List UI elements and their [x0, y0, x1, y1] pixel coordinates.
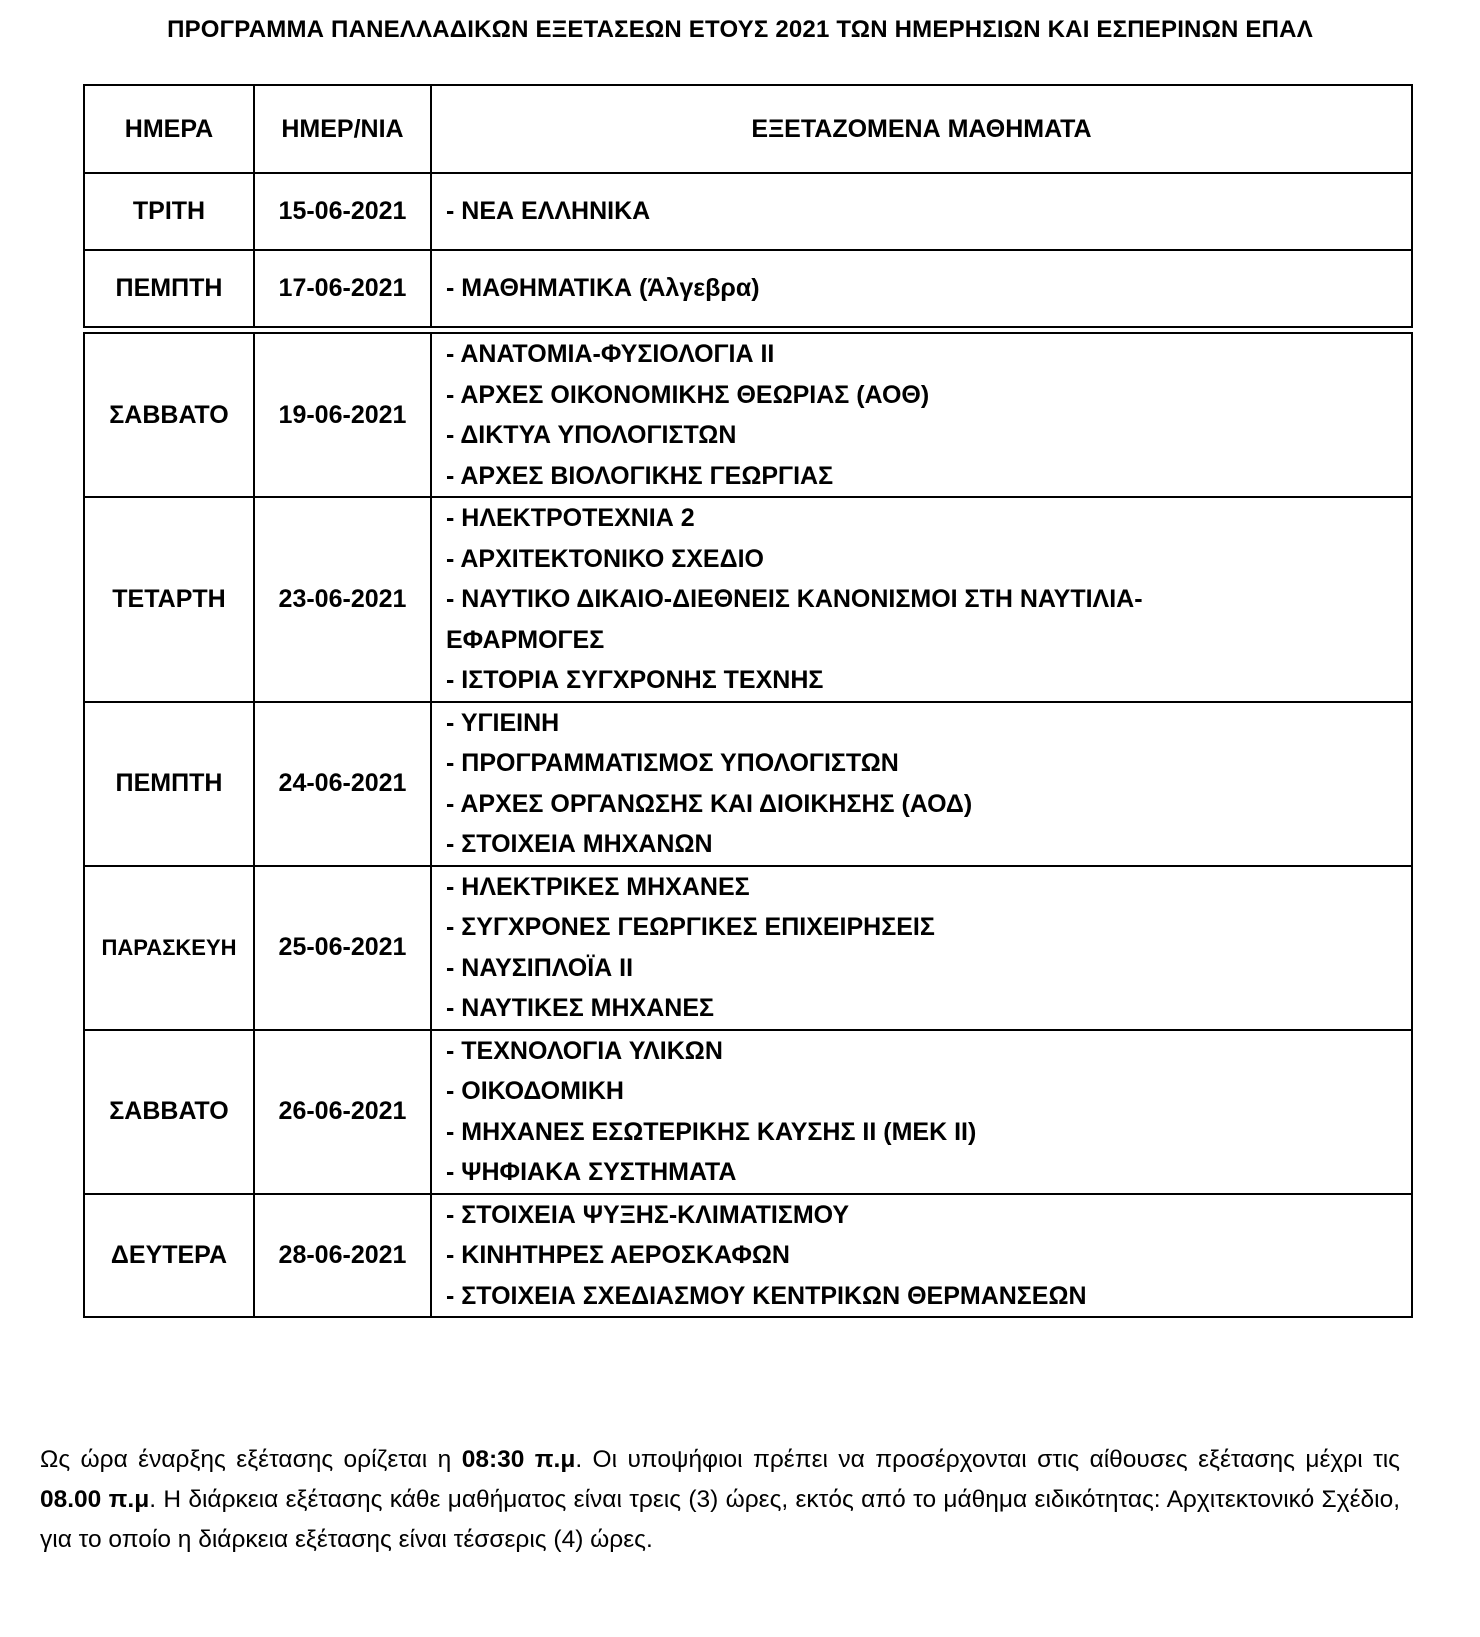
subject-item: - ΟΙΚΟΔΟΜΙΚΗ [446, 1077, 624, 1105]
exam-subjects [431, 250, 1412, 327]
subject-item: - ΑΡΧΕΣ ΟΙΚΟΝΟΜΙΚΗΣ ΘΕΩΡΙΑΣ (ΑΟΘ) [446, 380, 930, 409]
table-row [84, 702, 1412, 866]
subject-item: - ΨΗΦΙΑΚΑ ΣΥΣΤΗΜΑΤΑ [446, 1158, 737, 1186]
subject-item: - ΗΛΕΚΤΡΟΤΕΧΝΙΑ 2 [446, 504, 695, 532]
exam-date: 19-06-2021 [254, 333, 431, 497]
exam-subjects [431, 1194, 1412, 1318]
subject-item: - ΠΡΟΓΡΑΜΜΑΤΙΣΜΟΣ ΥΠΟΛΟΓΙΣΤΩΝ [446, 749, 899, 777]
subject-item: - ΥΓΙΕΙΝΗ [446, 708, 560, 737]
exam-date: 26-06-2021 [254, 1030, 431, 1194]
table-header-row [84, 85, 1412, 173]
exam-day: ΣΑΒΒΑΤΟ [84, 1030, 254, 1194]
subject-item: - ΣΥΓΧΡΟΝΕΣ ΓΕΩΡΓΙΚΕΣ ΕΠΙΧΕΙΡΗΣΕΙΣ [446, 913, 935, 941]
header-subjects: ΕΞΕΤΑΖΟΜΕΝΑ ΜΑΘΗΜΑΤΑ [431, 85, 1412, 173]
table-row [84, 1194, 1412, 1318]
table-row [84, 866, 1412, 1030]
subject-item: - ΤΕΧΝΟΛΟΓΙΑ ΥΛΙΚΩΝ [446, 1036, 723, 1065]
exam-date: 15-06-2021 [254, 173, 431, 250]
exam-date: 28-06-2021 [254, 1194, 431, 1318]
table-body [84, 173, 1412, 1317]
subject-item: - ΑΝΑΤΟΜΙΑ-ΦΥΣΙΟΛΟΓΙΑ ΙΙ [446, 340, 775, 368]
subject-item: - ΑΡΧΕΣ ΒΙΟΛΟΓΙΚΗΣ ΓΕΩΡΓΙΑΣ [446, 461, 834, 490]
subject-item: - ΝΕΑ ΕΛΛΗΝΙΚΑ [446, 197, 651, 226]
exam-day: ΠΑΡΑΣΚΕΥΗ [84, 866, 254, 1030]
subject-item: - ΚΙΝΗΤΗΡΕΣ ΑΕΡΟΣΚΑΦΩΝ [446, 1241, 790, 1269]
subject-item: - ΣΤΟΙΧΕΙΑ ΣΧΕΔΙΑΣΜΟΥ ΚΕΝΤΡΙΚΩΝ ΘΕΡΜΑΝΣΕΩΝ [446, 1281, 1087, 1310]
table-row [84, 497, 1412, 702]
subject-item: - ΑΡΧΙΤΕΚΤΟΝΙΚΟ ΣΧΕΔΙΟ [446, 544, 764, 573]
subject-item: - ΣΤΟΙΧΕΙΑ ΨΥΞΗΣ-ΚΛΙΜΑΤΙΣΜΟΥ [446, 1200, 850, 1229]
exam-date: 23-06-2021 [254, 497, 431, 702]
exam-day: ΣΑΒΒΑΤΟ [84, 333, 254, 497]
exam-date: 25-06-2021 [254, 866, 431, 1030]
exam-day: ΤΕΤΑΡΤΗ [84, 497, 254, 702]
subject-item: - ΝΑΥΤΙΚΟ ΔΙΚΑΙΟ-ΔΙΕΘΝΕΙΣ ΚΑΝΟΝΙΣΜΟΙ ΣΤΗ ΝΑΥΤΙΛΙΑ- [446, 585, 1143, 613]
exam-day: ΠΕΜΠΤΗ [84, 702, 254, 866]
header-day: ΗΜΕΡΑ [84, 85, 254, 173]
exam-notes [40, 1440, 1400, 1560]
exam-subjects [431, 702, 1412, 866]
exam-day: ΠΕΜΠΤΗ [84, 250, 254, 327]
subject-item: - ΝΑΥΣΙΠΛΟΪΑ ΙΙ [446, 953, 634, 982]
exam-subjects [431, 497, 1412, 702]
subject-item: - ΑΡΧΕΣ ΟΡΓΑΝΩΣΗΣ ΚΑΙ ΔΙΟΙΚΗΣΗΣ (ΑΟΔ) [446, 789, 973, 818]
table-row [84, 250, 1412, 327]
exam-day: ΔΕΥΤΕΡΑ [84, 1194, 254, 1318]
subject-item: ΕΦΑΡΜΟΓΕΣ [446, 625, 605, 654]
exam-subjects [431, 866, 1412, 1030]
subject-item: - ΝΑΥΤΙΚΕΣ ΜΗΧΑΝΕΣ [446, 994, 715, 1022]
exam-subjects [431, 333, 1412, 497]
table-row [84, 173, 1412, 250]
subject-item: - ΜΗΧΑΝΕΣ ΕΣΩΤΕΡΙΚΗΣ ΚΑΥΣΗΣ ΙΙ (ΜΕΚ ΙΙ) [446, 1117, 977, 1146]
exam-day: ΤΡΙΤΗ [84, 173, 254, 250]
footnote-text-3: . Η διάρκεια εξέτασης κάθε μαθήματος είναι τρεις (3) ώρες, εκτός από το μάθημα ειδικότητας: Αρχιτεκτονικό Σχέδιο, για το οποίο η διάρκεια εξέτασης είναι τέσσερις (4) ώρες. [40, 1486, 1401, 1553]
footnote-text-1: Ως ώρα έναρξης εξέτασης ορίζεται η [40, 1446, 462, 1473]
exam-subjects [431, 1030, 1412, 1194]
exam-schedule-table [83, 84, 1413, 1318]
start-time: 08:30 π.μ [461, 1446, 576, 1473]
arrival-time: 08.00 π.μ [40, 1486, 150, 1513]
exam-date: 17-06-2021 [254, 250, 431, 327]
page-title: ΠΡΟΓΡΑΜΜΑ ΠΑΝΕΛΛΑΔΙΚΩΝ ΕΞΕΤΑΣΕΩΝ ΕΤΟΥΣ 2021 ΤΩΝ ΗΜΕΡΗΣΙΩΝ ΚΑΙ ΕΣΠΕΡΙΝΩΝ ΕΠΑΛ [167, 16, 1313, 43]
subject-item: - ΙΣΤΟΡΙΑ ΣΥΓΧΡΟΝΗΣ ΤΕΧΝΗΣ [446, 666, 824, 694]
subject-item: - ΗΛΕΚΤΡΙΚΕΣ ΜΗΧΑΝΕΣ [446, 872, 750, 901]
footnote-text-2: . Οι υποψήφιοι πρέπει να προσέρχονται στις αίθουσες εξέτασης μέχρι τις [575, 1446, 1400, 1473]
exam-subjects [431, 173, 1412, 250]
subject-item: - ΔΙΚΤΥΑ ΥΠΟΛΟΓΙΣΤΩΝ [446, 421, 737, 449]
table-row [84, 333, 1412, 497]
table-row [84, 1030, 1412, 1194]
subject-item: - ΣΤΟΙΧΕΙΑ ΜΗΧΑΝΩΝ [446, 830, 713, 858]
exam-date: 24-06-2021 [254, 702, 431, 866]
subject-item: - ΜΑΘΗΜΑΤΙΚΑ (Άλγεβρα) [446, 274, 760, 303]
header-date: ΗΜΕΡ/ΝΙΑ [254, 85, 431, 173]
